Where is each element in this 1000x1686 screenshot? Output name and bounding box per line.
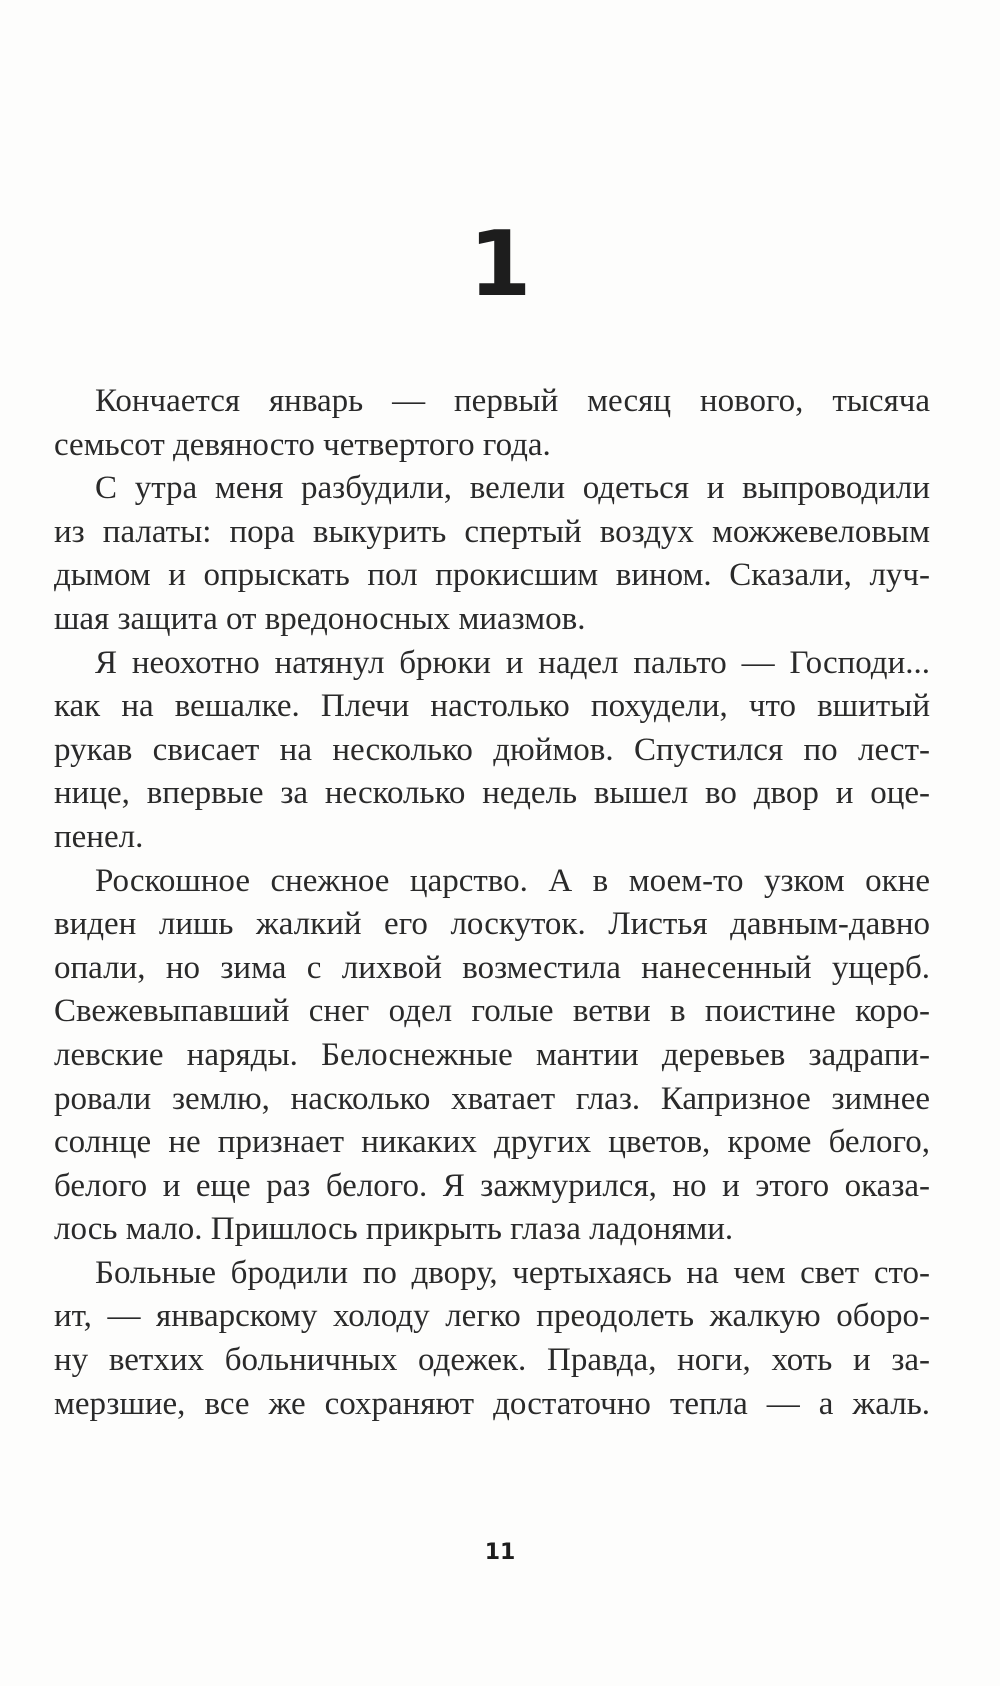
text-line: ит, — январскому холоду легко преодолеть жалкую оборо-	[54, 1298, 930, 1335]
chapter-number: 1	[468, 212, 532, 317]
paragraph	[54, 380, 930, 467]
paragraph	[54, 860, 930, 1252]
text-line: Свежевыпавший снег одел голые ветви в поистине коро-	[54, 993, 930, 1030]
text-line: солнце не признает никаких других цветов, кроме белого,	[54, 1124, 930, 1161]
text-line: ну ветхих больничных одежек. Правда, ноги, хоть и за-	[54, 1342, 930, 1379]
text-line: лось мало. Пришлось прикрыть глаза ладонями.	[54, 1211, 734, 1248]
text-line: шая защита от вредоносных миазмов.	[54, 600, 586, 637]
text-line: как на вешалке. Плечи настолько похудели, что вшитый	[54, 688, 930, 725]
text-line: Роскошное снежное царство. А в моем-то узком окне	[95, 862, 930, 899]
text-line: семьсот девяносто четвертого года.	[54, 426, 551, 463]
page-number: 11	[484, 1540, 516, 1565]
text-line: белого и еще раз белого. Я зажмурился, но и этого оказа-	[54, 1167, 930, 1204]
text-line: пенел.	[54, 818, 144, 855]
text-line: рукав свисает на несколько дюймов. Спустился по лест-	[54, 731, 930, 768]
text-line: нице, впервые за несколько недель вышел во двор и оце-	[54, 775, 930, 812]
text-line: левские наряды. Белоснежные мантии деревьев задрапи-	[54, 1036, 930, 1073]
paragraph	[54, 467, 930, 641]
text-line: ровали землю, насколько хватает глаз. Капризное зимнее	[54, 1080, 930, 1117]
text-line: С утра меня разбудили, велели одеться и выпроводили	[95, 470, 930, 507]
text-line: дымом и опрыскать пол прокисшим вином. Сказали, луч-	[54, 557, 930, 594]
text-line: виден лишь жалкий его лоскуток. Листья давным-давно	[54, 906, 930, 943]
paragraph	[54, 1252, 930, 1426]
text-line: Больные бродили по двору, чертыхаясь на чем свет сто-	[95, 1254, 930, 1291]
text-line: Я неохотно натянул брюки и надел пальто — Господи...	[95, 644, 930, 681]
body-text	[54, 380, 930, 1426]
text-line: из палаты: пора выкурить спертый воздух можжевеловым	[54, 513, 930, 550]
text-line: опали, но зима с лихвой возместила нанесенный ущерб.	[54, 949, 930, 986]
text-line: мерзшие, все же сохраняют достаточно тепла — а жаль.	[54, 1385, 930, 1422]
paragraph	[54, 642, 930, 860]
text-line: Кончается январь — первый месяц нового, тысяча	[95, 383, 930, 419]
